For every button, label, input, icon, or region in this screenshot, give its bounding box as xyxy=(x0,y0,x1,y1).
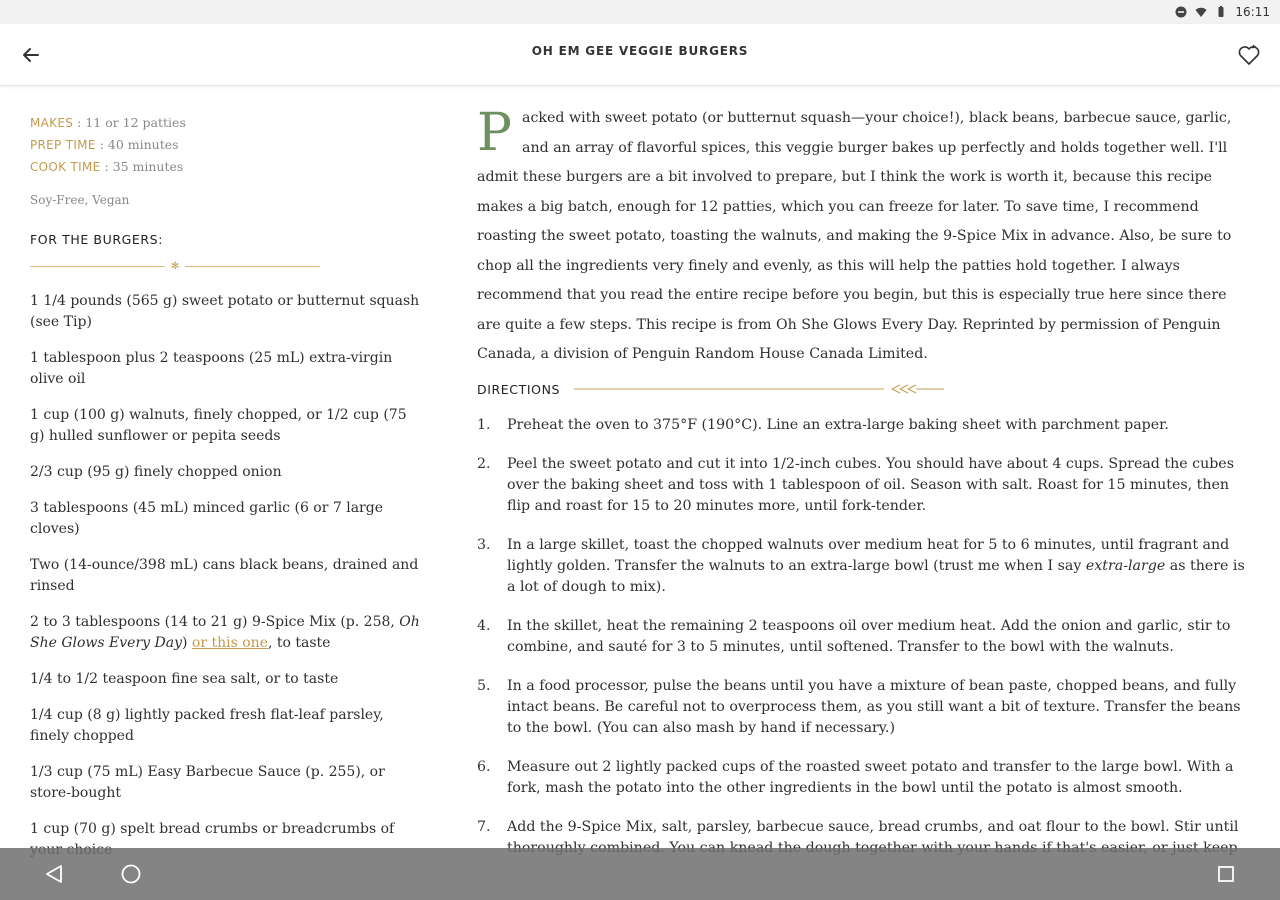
step-text-emphasis: extra-large xyxy=(1085,557,1166,574)
prep-time-value: 40 minutes xyxy=(107,137,179,152)
nav-home-button[interactable] xyxy=(113,856,149,892)
step-number: 6. xyxy=(477,758,491,775)
ingredient-item: Two (14-ounce/398 mL) cans black beans, drained and rinsed xyxy=(30,557,419,594)
recipe-body xyxy=(477,104,1252,877)
app-bar xyxy=(0,24,1280,86)
favorite-button[interactable] xyxy=(1232,38,1266,72)
makes-value: 11 or 12 patties xyxy=(85,115,186,130)
diet-tags: Soy-Free, Vegan xyxy=(30,193,130,207)
spice-text-suffix: , to taste xyxy=(267,635,331,651)
directions-heading: DIRECTIONS xyxy=(477,381,561,397)
dnd-icon xyxy=(1175,6,1187,18)
spice-mix-link[interactable]: or this one xyxy=(191,635,268,651)
system-nav-bar xyxy=(0,848,1280,900)
status-time: 16:11 xyxy=(1235,5,1270,19)
direction-step xyxy=(477,757,1252,799)
makes-row: MAKES : 11 or 12 patties xyxy=(30,115,186,130)
direction-step xyxy=(477,616,1252,658)
step-number: 3. xyxy=(477,536,491,553)
drop-cap: P xyxy=(477,103,512,163)
wifi-icon xyxy=(1195,6,1207,18)
ingredient-item: 1/4 cup (8 g) lightly packed fresh flat-leaf parsley, finely chopped xyxy=(30,707,384,744)
step-number: 1. xyxy=(477,416,491,433)
step-text-part: In a large skillet, toast the chopped walnuts over medium heat for 5 to 6 minutes, until fragrant and lightly golden. Transfer the walnuts to an extra-large bowl (trust me when I say xyxy=(507,536,1230,574)
recents-square-icon xyxy=(1215,863,1237,885)
heart-icon xyxy=(1237,43,1261,67)
step-text: In a food processor, pulse the beans until you have a mixture of bean paste, chopped beans, and fully intact beans. Be careful not to overprocess them, as you still want a bit of texture. Transfer the beans to the bowl. (You can also mash by hand if necessary.) xyxy=(507,677,1241,736)
step-text-part: as there is a lot of dough to mix). xyxy=(507,557,1245,595)
status-bar xyxy=(0,0,1280,24)
directions-header xyxy=(477,382,1252,397)
flourish-arrow-icon xyxy=(574,384,944,394)
back-triangle-icon xyxy=(43,863,65,885)
intro-text: acked with sweet potato (or butternut squash—your choice!), black beans, barbecue sauce, garlic, and an array of flavorful spices, this veggie burger bakes up perfectly and holds together well. I'll admit these burgers are a bit involved to prepare, but I think the work is worth it, because this recipe makes a big batch, enough for 12 patties, which you can freeze for later. To save time, I recommend roasting the sweet potato, toasting the walnuts, and making the 9-Spice Mix in advance. Also, be sure to chop all the ingredients very finely and evenly, as this will help the patties hold together. I always recommend that you read the entire recipe before you begin, but this is especially true here since there are quite a few steps. This recipe is from Oh She Glows Every Day. Reprinted by permission of Penguin Canada, a division of Penguin Random House Canada Limited. xyxy=(477,110,1232,362)
direction-step xyxy=(477,415,1252,436)
step-number: 7. xyxy=(477,818,491,835)
home-circle-icon xyxy=(120,863,142,885)
ingredients-divider xyxy=(30,256,320,277)
ingredient-item: 1 1/4 pounds (565 g) sweet potato or butternut squash (see Tip) xyxy=(30,293,420,330)
step-number: 2. xyxy=(477,455,491,472)
step-text: Preheat the oven to 375°F (190°C). Line an extra-large baking sheet with parchment paper. xyxy=(507,416,1169,433)
nav-recents-button[interactable] xyxy=(1208,856,1244,892)
ingredient-item: 1 tablespoon plus 2 teaspoons (25 mL) extra-virgin olive oil xyxy=(30,350,393,387)
spice-text-prefix: 2 to 3 tablespoons (14 to 21 g) 9-Spice Mix (p. 258, xyxy=(30,614,400,630)
step-text: Add the 9-Spice Mix, salt, parsley, barbecue sauce, bread crumbs, and oat flour to the bowl. Stir until xyxy=(507,818,1239,835)
intro-paragraph xyxy=(477,104,1252,370)
cook-time-value: 35 minutes xyxy=(112,159,184,174)
ingredient-item: 1/4 to 1/2 teaspoon fine sea salt, or to taste xyxy=(30,671,339,687)
ingredient-item: 2/3 cup (95 g) finely chopped onion xyxy=(30,464,282,480)
battery-icon xyxy=(1215,6,1227,18)
prep-time-label: PREP TIME xyxy=(30,138,96,152)
step-text: Peel the sweet potato and cut it into 1/2-inch cubes. You should have about 4 cups. Spread the cubes over the baking sheet and toss with 1 tablespoon of oil. Season with salt. Roast for 15 minutes, then flip and roast for 15 to 20 minutes more, until fork-tender. xyxy=(507,455,1234,514)
direction-step xyxy=(477,676,1252,739)
ingredient-item: 1/3 cup (75 mL) Easy Barbecue Sauce (p. 255), or store-bought xyxy=(30,764,385,801)
direction-step xyxy=(477,535,1252,598)
ingredient-item: 1 cup (70 g) spelt bread crumbs or breadcrumbs of xyxy=(30,821,395,837)
step-text: In the skillet, heat the remaining 2 teaspoons oil over medium heat. Add the onion and garlic, stir to combine, and sauté for 3 to 5 minutes, until softened. Transfer to the bowl with the walnuts. xyxy=(507,617,1231,655)
ingredient-item: 3 tablespoons (45 mL) minced garlic (6 or 7 large cloves) xyxy=(30,500,383,537)
spice-book-title: Oh She Glows Every Day xyxy=(30,614,420,651)
nav-back-button[interactable] xyxy=(36,856,72,892)
step-text xyxy=(507,535,1252,598)
step-number: 4. xyxy=(477,617,491,634)
cook-time-row: COOK TIME : 35 minutes xyxy=(30,159,184,174)
ingredients-panel xyxy=(30,112,425,876)
flourish-icon: ✻ xyxy=(170,261,180,272)
direction-step xyxy=(477,454,1252,517)
ingredients-heading: FOR THE BURGERS: xyxy=(30,232,164,247)
page-title: OH EM GEE VEGGIE BURGERS xyxy=(531,44,749,58)
cook-time-label: COOK TIME xyxy=(30,160,101,174)
spice-text-middle: ) xyxy=(182,635,192,651)
directions-list xyxy=(477,415,1252,859)
ingredient-item-spice-mix xyxy=(30,612,425,654)
step-text: Measure out 2 lightly packed cups of the roasted sweet potato and transfer to the large bowl. With a fork, mash the potato into the other ingredients in the bowl until the potato is almost smooth. xyxy=(507,758,1234,796)
ingredient-item: 1 cup (100 g) walnuts, finely chopped, or 1/2 cup (75 g) hulled sunflower or pepita seeds xyxy=(30,407,407,444)
makes-label: MAKES xyxy=(30,116,74,130)
prep-time-row: PREP TIME : 40 minutes xyxy=(30,137,179,152)
step-number: 5. xyxy=(477,677,491,694)
